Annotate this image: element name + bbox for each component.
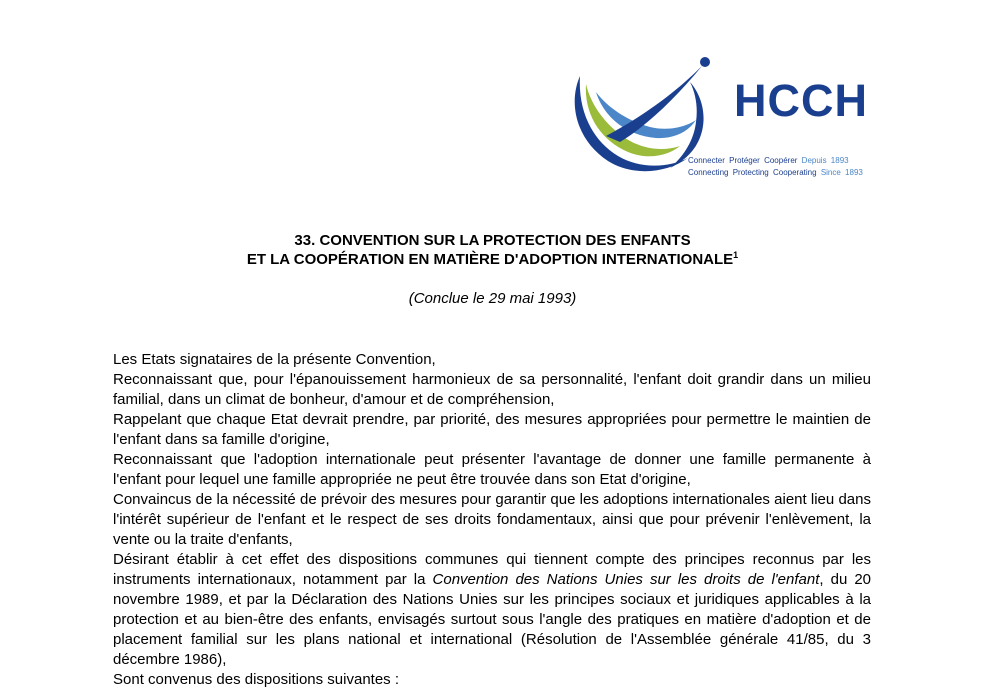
tagline-en — [688, 168, 863, 178]
tagline-fr-connect: Connecter — [688, 156, 725, 165]
tagline-en-protect: Protecting — [732, 168, 769, 177]
paragraph-6-text-after: , du 20 novembre 1989, et par la Déclaration des Nations Unies sur les principes sociaux et juridiques applicables à la protection et au bien-être des enfants, envisagés surtout sous l'angle des pratiques en matière d'adoption et de placement familial sur les plans national et international (Résolution de l'Assemblée générale 41/85, du 3 décembre 1986), — [113, 571, 872, 668]
preamble — [113, 350, 871, 690]
title-line-2-text: ET LA COOPÉRATION EN MATIÈRE D'ADOPTION INTERNATIONALE — [246, 251, 734, 268]
convention-reference: Convention des Nations Unies sur les droits de l'enfant — [432, 571, 820, 588]
paragraph-6-text-before: Désirant établir à cet effet des dispositions communes qui tiennent compte des principes reconnus par les instruments internationaux, notamment par la — [113, 551, 871, 588]
preamble-paragraph-2: Reconnaissant que, pour l'épanouissement harmonieux de sa personnalité, l'enfant doit grandir dans un milieu familial, dans un climat de bonheur, d'amour et de compréhension, — [113, 371, 871, 408]
tagline-en-since: Since 1893 — [820, 168, 863, 177]
tagline-fr-since: Depuis 1893 — [801, 156, 849, 165]
document-title — [0, 231, 985, 269]
tagline-en-cooperate: Cooperating — [772, 168, 817, 177]
preamble-paragraph-1: Les Etats signataires de la présente Convention, — [113, 351, 436, 368]
preamble-paragraph-7: Sont convenus des dispositions suivantes : — [113, 671, 400, 688]
hcch-logo — [570, 48, 870, 183]
tagline-fr-cooperate: Coopérer — [764, 156, 798, 165]
footnote-reference[interactable]: 1 — [733, 250, 739, 260]
preamble-paragraph-3: Rappelant que chaque Etat devrait prendre, par priorité, des mesures appropriées pour permettre le maintien de l'enfant dans sa famille d'origine, — [113, 411, 871, 448]
preamble-paragraph-5: Convaincus de la nécessité de prévoir des mesures pour garantir que les adoptions internationales aient lieu dans l'intérêt supérieur de l'enfant et le respect de ses droits fondamentaux, ainsi que pour prévenir l'enlèvement, la vente ou la traite d'enfants, — [113, 491, 871, 548]
title-line-2 — [0, 250, 985, 269]
preamble-paragraph-6 — [113, 550, 871, 670]
hcch-logo-name: HCCH — [734, 75, 868, 126]
conclusion-date: (Conclue le 29 mai 1993) — [408, 290, 577, 307]
title-line-1: 33. CONVENTION SUR LA PROTECTION DES ENFANTS — [294, 232, 691, 249]
tagline-fr-protect: Protéger — [729, 156, 760, 165]
preamble-paragraph-4: Reconnaissant que l'adoption internationale peut présenter l'avantage de donner une famille permanente à l'enfant pour lequel une famille appropriée ne peut être trouvée dans son Etat d'origine, — [113, 451, 871, 488]
tagline-fr — [688, 156, 849, 166]
tagline-en-connect: Connecting — [688, 168, 729, 177]
